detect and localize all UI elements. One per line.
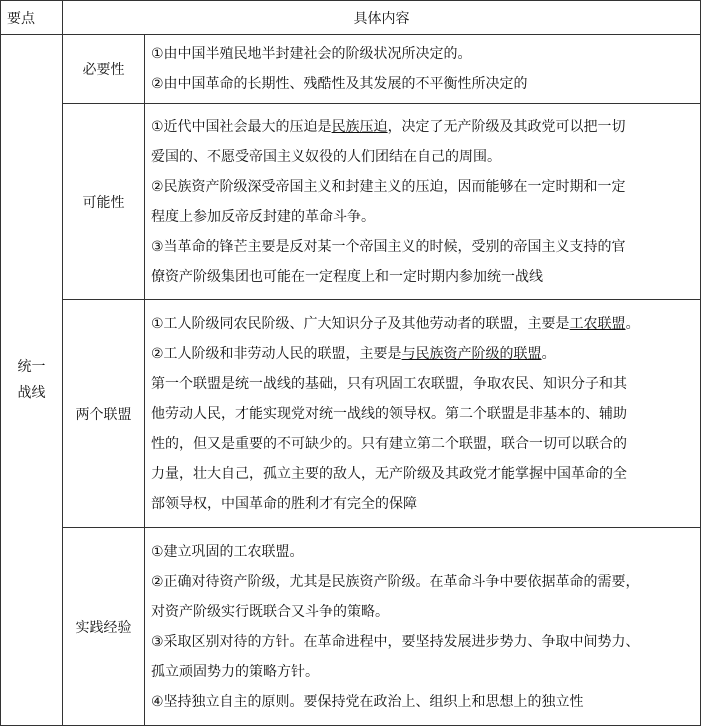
underlined-term: 工农联盟 xyxy=(569,315,626,332)
content-line: ②由中国革命的长期性、残酷性及其发展的不平衡性所决定的 xyxy=(151,76,528,92)
content-line: ①由中国半殖民地半封建社会的阶级状况所决定的。 xyxy=(151,46,472,62)
text-segment: ①工人阶级同农民阶级、广大知识分子及其他劳动者的联盟，主要是 xyxy=(151,315,570,332)
content-necessity xyxy=(145,35,701,104)
topic-united-front xyxy=(1,35,63,726)
section-row-two-alliances xyxy=(1,300,701,528)
text-segment: 。 xyxy=(625,315,640,332)
text-segment: ②工人阶级和非劳动人民的联盟，主要是 xyxy=(151,345,402,362)
section-row-possibility xyxy=(1,104,701,300)
content-line xyxy=(151,339,694,369)
content-line: 僚资产阶级集团也可能在一定程度上和一定时期内参加统一战线 xyxy=(151,268,543,285)
topic-line-2: 战线 xyxy=(17,385,46,401)
category-necessity: 必要性 xyxy=(63,35,145,104)
content-line: ③当革命的锋芒主要是反对某一个帝国主义的时候，受别的帝国主义支持的官 xyxy=(151,238,626,255)
content-line: ②正确对待资产阶级，尤其是民族资产阶级。在革命斗争中要依据革命的需要， xyxy=(151,573,640,590)
content-line: ③采取区别对待的方针。在革命进程中，要坚持发展进步势力、争取中间势力、 xyxy=(151,633,640,650)
content-line: ②民族资产阶级深受帝国主义和封建主义的压迫，因而能够在一定时期和一定 xyxy=(151,178,626,195)
content-line: ④坚持独立自主的原则。要保持党在政治上、组织上和思想上的独立性 xyxy=(151,693,584,710)
content-line: 性的，但又是重要的不可缺少的。只有建立第二个联盟，联合一切可以联合的 xyxy=(151,435,627,452)
content-line: 第一个联盟是统一战线的基础，只有巩固工农联盟，争取农民、知识分子和其 xyxy=(151,375,627,392)
header-details: 具体内容 xyxy=(63,1,701,35)
section-row-practical-experience xyxy=(1,528,701,726)
content-line: 程度上参加反帝反封建的革命斗争。 xyxy=(151,208,375,225)
content-line: 他劳动人民，才能实现党对统一战线的领导权。第二个联盟是非基本的、辅助 xyxy=(151,405,627,422)
underlined-term: 民族压迫 xyxy=(331,118,388,135)
category-two-alliances: 两个联盟 xyxy=(63,300,145,528)
content-line: 孤立顽固势力的策略方针。 xyxy=(151,663,319,680)
content-line: 力量，壮大自己，孤立主要的敌人，无产阶级及其政党才能掌握中国革命的全 xyxy=(151,465,627,482)
category-practical-experience: 实践经验 xyxy=(63,528,145,726)
content-line: ①建立巩固的工农联盟。 xyxy=(151,543,304,560)
content-line: 对资产阶级实行既联合又斗争的策略。 xyxy=(151,603,389,620)
underlined-term: 与民族资产阶级的联盟 xyxy=(401,345,542,362)
text-segment: ①近代中国社会最大的压迫是 xyxy=(151,118,332,135)
content-line xyxy=(151,112,694,142)
section-row-necessity xyxy=(1,35,701,104)
text-segment: 。 xyxy=(541,345,556,362)
text-segment: ，决定了无产阶级及其政党可以把一切 xyxy=(387,118,626,135)
category-possibility: 可能性 xyxy=(63,104,145,300)
content-possibility xyxy=(145,104,701,300)
content-practical-experience xyxy=(145,528,701,726)
header-key-points: 要点 xyxy=(1,1,63,35)
topic-line-1: 统一 xyxy=(17,359,46,375)
content-line: 爱国的、不愿受帝国主义奴役的人们团结在自己的周围。 xyxy=(151,148,501,165)
content-line: 部领导权，中国革命的胜利才有完全的保障 xyxy=(151,495,417,512)
content-two-alliances xyxy=(145,300,701,528)
content-line xyxy=(151,309,694,339)
header-row xyxy=(1,1,701,35)
